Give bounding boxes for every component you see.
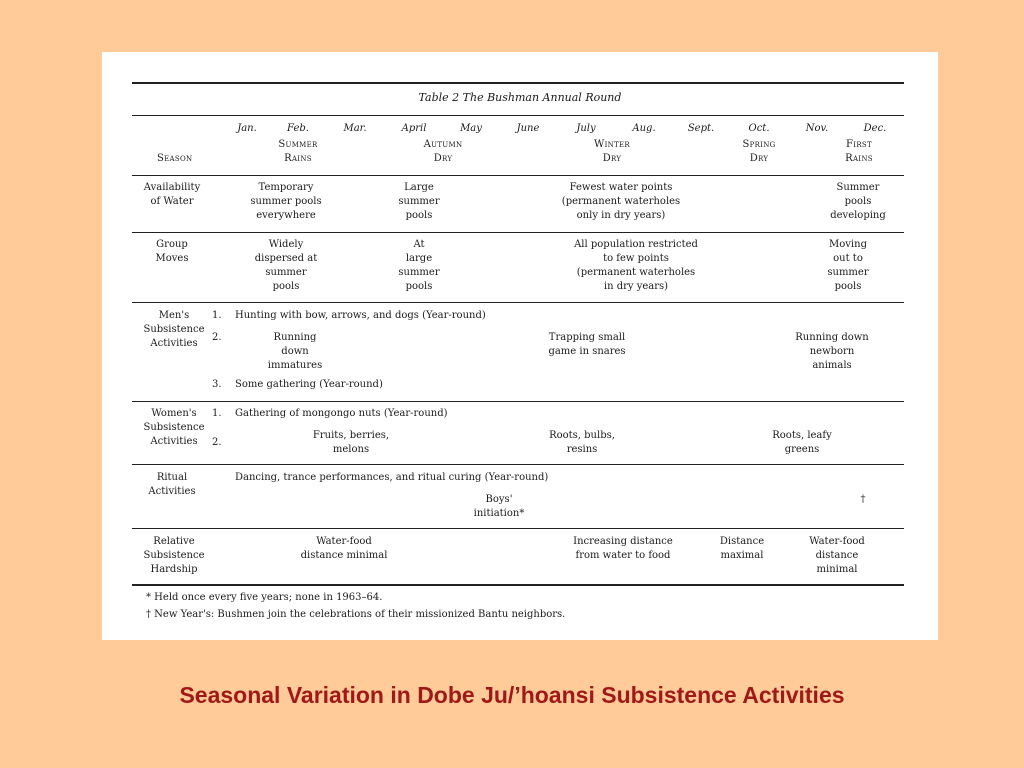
- row-number: 2.: [212, 332, 222, 343]
- women-roots-bulbs: Roots, bulbs, resins: [549, 430, 615, 455]
- title-rule: [132, 115, 904, 116]
- row-number: 2.: [212, 437, 222, 448]
- row-rule: [132, 232, 904, 233]
- men-running-down-newborn: Running down newborn animals: [795, 332, 869, 371]
- men-hunting: Hunting with bow, arrows, and dogs (Year-round): [235, 310, 486, 321]
- season-sub: Dry: [433, 153, 453, 164]
- water-cell-summer: Temporary summer pools everywhere: [250, 182, 322, 221]
- season-sub: Dry: [602, 153, 622, 164]
- row-label-men: Men's Subsistence Activities: [143, 310, 205, 349]
- season-name: Autumn: [423, 139, 463, 150]
- hardship-increasing: Increasing distance from water to food: [573, 536, 673, 561]
- row-label-ritual: Ritual Activities: [148, 472, 196, 497]
- moves-cell-autumn: At large summer pools: [398, 239, 440, 292]
- row-rule: [132, 528, 904, 529]
- water-cell-first-rains: Summer pools developing: [830, 182, 886, 221]
- month-label: July: [576, 123, 596, 134]
- row-label-women: Women's Subsistence Activities: [143, 408, 205, 447]
- women-fruits: Fruits, berries, melons: [312, 430, 390, 455]
- row-rule: [132, 302, 904, 303]
- month-label: Oct.: [748, 123, 770, 134]
- footnote: * Held once every five years; none in 1963–64.: [146, 592, 383, 603]
- men-gathering: Some gathering (Year-round): [235, 379, 383, 390]
- water-cell-autumn: Large summer pools: [398, 182, 440, 221]
- season-sub: Rains: [845, 153, 873, 164]
- season-label: Season: [157, 153, 193, 164]
- men-trapping: Trapping small game in snares: [548, 332, 626, 357]
- row-rule: [132, 464, 904, 465]
- hardship-minimal: Water-food distance minimal: [300, 536, 388, 561]
- month-label: Jan.: [237, 123, 257, 134]
- dagger-mark: †: [860, 494, 866, 505]
- moves-cell-winter: All population restricted to few points (permanent waterholes in dry years): [574, 239, 698, 292]
- header-rule: [132, 175, 904, 176]
- month-label: April: [401, 123, 427, 134]
- month-label: May: [460, 123, 482, 134]
- month-label: Sept.: [687, 123, 715, 134]
- table-bottom-rule: [132, 584, 904, 586]
- table-image: [102, 52, 938, 640]
- row-label-water: Availability of Water: [143, 182, 201, 207]
- row-number: 1.: [212, 310, 222, 321]
- season-sub: Dry: [749, 153, 769, 164]
- table-top-rule: [132, 82, 904, 84]
- season-name: Spring: [742, 139, 776, 150]
- month-label: Dec.: [863, 123, 887, 134]
- row-number: 1.: [212, 408, 222, 419]
- footnote: † New Year's: Bushmen join the celebrations of their missionized Bantu neighbors.: [146, 609, 566, 620]
- women-roots-greens: Roots, leafy greens: [772, 430, 832, 455]
- season-sub: Rains: [284, 153, 312, 164]
- men-running-down-immatures: Running down immatures: [267, 332, 323, 371]
- season-name: Summer: [278, 139, 318, 150]
- row-rule: [132, 401, 904, 402]
- season-name: Winter: [593, 139, 631, 150]
- hardship-minimal-late: Water-food distance minimal: [809, 536, 865, 575]
- row-number: 3.: [212, 379, 222, 390]
- ritual-dancing: Dancing, trance performances, and ritual curing (Year-round): [235, 472, 549, 483]
- month-label: Nov.: [805, 123, 829, 134]
- ritual-boys-initiation: Boys' initiation*: [473, 494, 525, 519]
- season-name: First: [846, 139, 872, 150]
- month-label: Mar.: [343, 123, 367, 134]
- hardship-maximal: Distance maximal: [719, 536, 765, 561]
- row-label-moves: Group Moves: [155, 239, 189, 264]
- month-label: Feb.: [287, 123, 309, 134]
- row-label-hardship: Relative Subsistence Hardship: [143, 536, 205, 575]
- table-title: Table 2 The Bushman Annual Round: [418, 91, 622, 104]
- moves-cell-summer: Widely dispersed at summer pools: [254, 239, 318, 292]
- month-label: Aug.: [632, 123, 656, 134]
- water-cell-winter: Fewest water points (permanent waterholes only in dry years): [561, 182, 681, 221]
- month-label: June: [516, 123, 540, 134]
- moves-cell-first-rains: Moving out to summer pools: [827, 239, 869, 292]
- women-mongongo: Gathering of mongongo nuts (Year-round): [235, 408, 448, 419]
- slide-caption: Seasonal Variation in Dobe Ju/’hoansi Subsistence Activities: [179, 682, 845, 708]
